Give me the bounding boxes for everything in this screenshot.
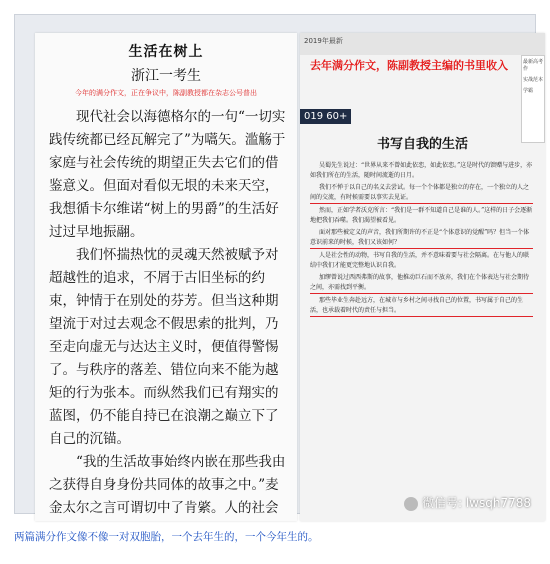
left-essay-body [35, 98, 297, 521]
right-essay-title: 书写自我的生活 [376, 137, 468, 152]
right-essay-photo [300, 33, 545, 521]
side-label: 学霸 [523, 88, 534, 94]
side-label: 实战范本 [523, 77, 544, 83]
left-paragraph: 现代社会以海德格尔的一句“一切实践传统都已经瓦解完了”为嚆矢。滥觞于家庭与社会传统的期望正失去它们的借鉴意义。但面对看似无垠的未来天空，我想循卡尔维诺“树上的男爵”的生活好过过早地振翮。 [49, 109, 286, 240]
right-paragraph: 加缪曾说过西西弗斯的故事，他推动巨石而不放弃，我们在个体表达与社会期待之间，亦需找到平衡。 [310, 273, 533, 294]
right-paragraph: 吴蜀先生说过：“世界从来不曾如此依恋，如此依恋。”这是时代的馈赠与进步，亦如我们所在的生活，随时间流逝的日月。 [310, 162, 533, 179]
wechat-watermark [404, 494, 531, 511]
right-book-side-box [521, 55, 545, 143]
right-paragraph: 面对那些被定义的声音，我们所期许的不正是“个体意识的觉醒”吗？但当一个体意识前来的时候，我们又该如何？ [310, 228, 533, 249]
left-red-note: 今年的满分作文，正在争议中，陈副教授都在杂志公号普出 [75, 89, 257, 97]
watermark-text: 微信号: lwsqh7788 [421, 496, 531, 510]
right-paragraph: 我们不惮于以自己的名义去尝试。每一个个体都是独立的存在，一个独立的人之间的交流，有时候需要以事实去见证。 [310, 183, 533, 204]
right-paragraph: 然而，正如学者沃克所言：“我们是一群不知道自己是谁的人。”这样的日子会逐渐地把我们吞噬。我们渴望被看见。 [310, 207, 533, 224]
right-essay-body [310, 161, 533, 319]
wechat-logo-icon [404, 497, 418, 511]
right-number-tag: 019 60+ [300, 109, 351, 124]
side-label: 最新高考作 [523, 59, 544, 72]
image-frame [14, 14, 544, 516]
left-essay-title: 生活在树上 [128, 44, 204, 60]
left-essay-photo [35, 33, 297, 521]
caption-text: 两篇满分作文像不像一对双胞胎，一个去年生的，一个今年生的。 [14, 531, 319, 543]
right-top-strip: 2019年最新 [300, 33, 545, 55]
left-essay-author: 浙江一考生 [131, 68, 201, 84]
right-paragraph: 那些毕业生奔赴远方，在城市与乡村之间寻找自己的位置，书写属于自己的生活，也承载着时代的责任与担当。 [310, 296, 533, 317]
right-paragraph: 人是社会性的动物，书写自我的生活，并不意味着要与社会隔离。在与他人的联结中我们才能更完整地认识自我。 [310, 252, 530, 269]
left-paragraph: “我的生活故事始终内嵌在那些我由之获得自身身份共同体的故事之中。”麦金太尔之言可谓切中了肯綮。人的社会 [49, 454, 286, 516]
left-paragraph: 我们怀揣热忱的灵魂天然被赋予对超越性的追求，不屑于古旧坐标的约束，钟情于在别处的芬芳。但当这种期望流于对过去观念不假思索的批判，乃至走向虚无与达达主义时，便值得警惕了。与秩序的落差、错位向来不能为越矩的行为张本。而纵然我们已有翔实的蓝图，仍不能自持已在浪潮之巅立下了自己的沉锚。 [49, 247, 279, 447]
right-red-note: 去年满分作文，陈副教授主编的书里收入 [310, 59, 508, 72]
